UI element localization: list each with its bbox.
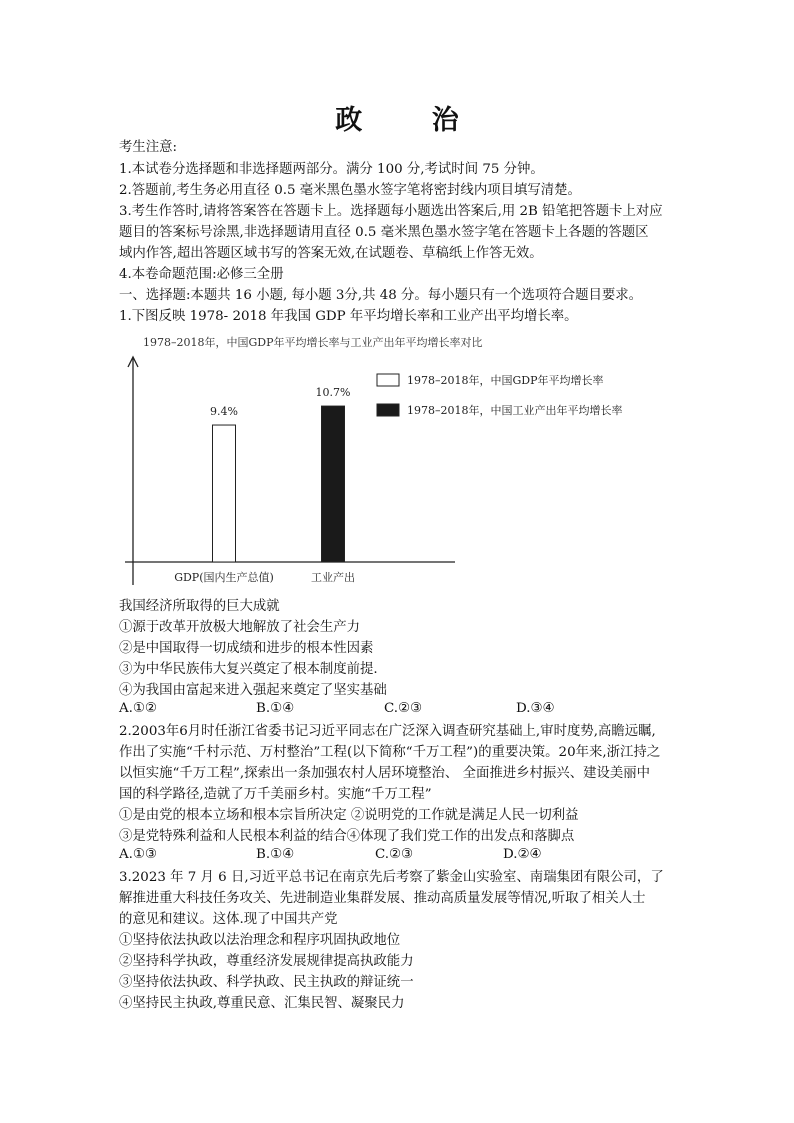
statement: ①坚持依法执政以法治理念和程序巩固执政地位 <box>119 933 401 948</box>
statement: ①源于改革开放极大地解放了社会生产力 <box>119 620 361 635</box>
question-stem: 解推进重大科技任务攻关、先进制造业集群发展、推动高质量发展等情况,听取了相关人士 <box>119 891 646 906</box>
option-b[interactable]: B.①④ <box>256 847 295 862</box>
statement: ③坚持依法执政、科学执政、民主执政的辩证统一 <box>119 975 414 990</box>
option-a[interactable]: A.①③ <box>119 847 157 862</box>
statement: ②是中国取得一切成绩和进步的根本性因素 <box>119 641 374 656</box>
notice-item: 1.本试卷分选择题和非选择题两部分。满分 100 分,考试时间 75 分钟。 <box>119 162 544 177</box>
page-title: 政 治 <box>335 105 489 136</box>
statement: ②坚持科学执政，尊重经济发展规律提高执政能力 <box>119 954 414 969</box>
statement: ①是由党的根本立场和根本宗旨所决定 ②说明党的工作就是满足人民一切利益 <box>119 808 579 823</box>
legend-swatch <box>377 404 399 416</box>
question-stem: 3.2023 年 7 月 6 日,习近平总书记在南京先后考察了紫金山实验室、南瑞集团有限公司，了 <box>119 870 664 885</box>
bar-value-label: 10.7% <box>315 386 351 400</box>
notice-item: 域内作答,超出答题区域书写的答案无效,在试题卷、草稿纸上作答无效。 <box>119 246 543 261</box>
question-stem: 作出了实施“千村示范、万村整治”工程(以下简称“千万工程”)的重要决策。20年来,浙江持之 <box>119 745 661 760</box>
question-stem: 国的科学路径,造就了万千美丽乡村。实施“千万工程” <box>119 787 432 802</box>
question-stem: 的意见和建议。这体.现了中国共产党 <box>119 912 338 927</box>
category-label: 工业产出 <box>311 571 355 584</box>
question-stem: 2.2003年6月时任浙江省委书记习近平同志在广泛深入调查研究基础上,审时度势,高瞻远瞩, <box>119 724 656 739</box>
statement: ④为我国由富起来进入强起来奠定了坚实基础 <box>119 683 387 698</box>
section-heading: 一、选择题:本题共 16 小题, 每小题 3分,共 48 分。每小题只有一个选项符合题目要求。 <box>119 288 643 303</box>
growth-rate-bar-chart <box>115 330 675 595</box>
notice-item: 题目的答案标号涂黑,非选择题请用直径 0.5 毫米黑色墨水签字笔在答题卡上各题的答题区 <box>119 225 649 240</box>
category-label: GDP(国内生产总值) <box>174 571 274 584</box>
chart-title: 1978–2018年，中国GDP年平均增长率与工业产出年平均增长率对比 <box>143 336 483 349</box>
legend-swatch <box>377 374 399 386</box>
statement: ③为中华民族伟大复兴奠定了根本制度前提. <box>119 662 378 677</box>
option-d[interactable]: D.③④ <box>516 701 555 716</box>
notice-item: 4.本卷命题范围:必修三全册 <box>119 267 284 282</box>
option-c[interactable]: C.②③ <box>384 701 423 716</box>
notice-heading: 考生注意: <box>119 140 178 155</box>
statement: ③是党特殊利益和人民根本利益的结合④体现了我们党工作的出发点和落脚点 <box>119 829 575 844</box>
bar-2 <box>322 406 345 562</box>
option-b[interactable]: B.①④ <box>256 701 295 716</box>
legend-label: 1978–2018年，中国GDP年平均增长率 <box>407 374 604 387</box>
question-lead: 我国经济所取得的巨大成就 <box>119 599 280 614</box>
notice-item: 2.答题前,考生务必用直径 0.5 毫米黑色墨水签字笔将密封线内项目填写清楚。 <box>119 183 581 198</box>
option-a[interactable]: A.①② <box>119 701 157 716</box>
bar-value-label: 9.4% <box>210 405 238 419</box>
statement: ④坚持民主执政,尊重民意、汇集民智、凝聚民力 <box>119 996 405 1011</box>
option-c[interactable]: C.②③ <box>375 847 414 862</box>
option-d[interactable]: D.②④ <box>503 847 542 862</box>
legend-label: 1978–2018年，中国工业产出年平均增长率 <box>407 404 623 417</box>
question-stem: 1.下图反映 1978- 2018 年我国 GDP 年平均增长率和工业产出平均增长率。 <box>119 309 578 324</box>
notice-item: 3.考生作答时,请将答案答在答题卡上。选择题每小题选出答案后,用 2B 铅笔把答题卡上对应 <box>119 204 663 219</box>
question-stem: 以恒实施“千万工程”,探索出一条加强农村人居环境整治、 全面推进乡村振兴、建设美丽中 <box>119 766 651 781</box>
bar-1 <box>213 425 236 562</box>
